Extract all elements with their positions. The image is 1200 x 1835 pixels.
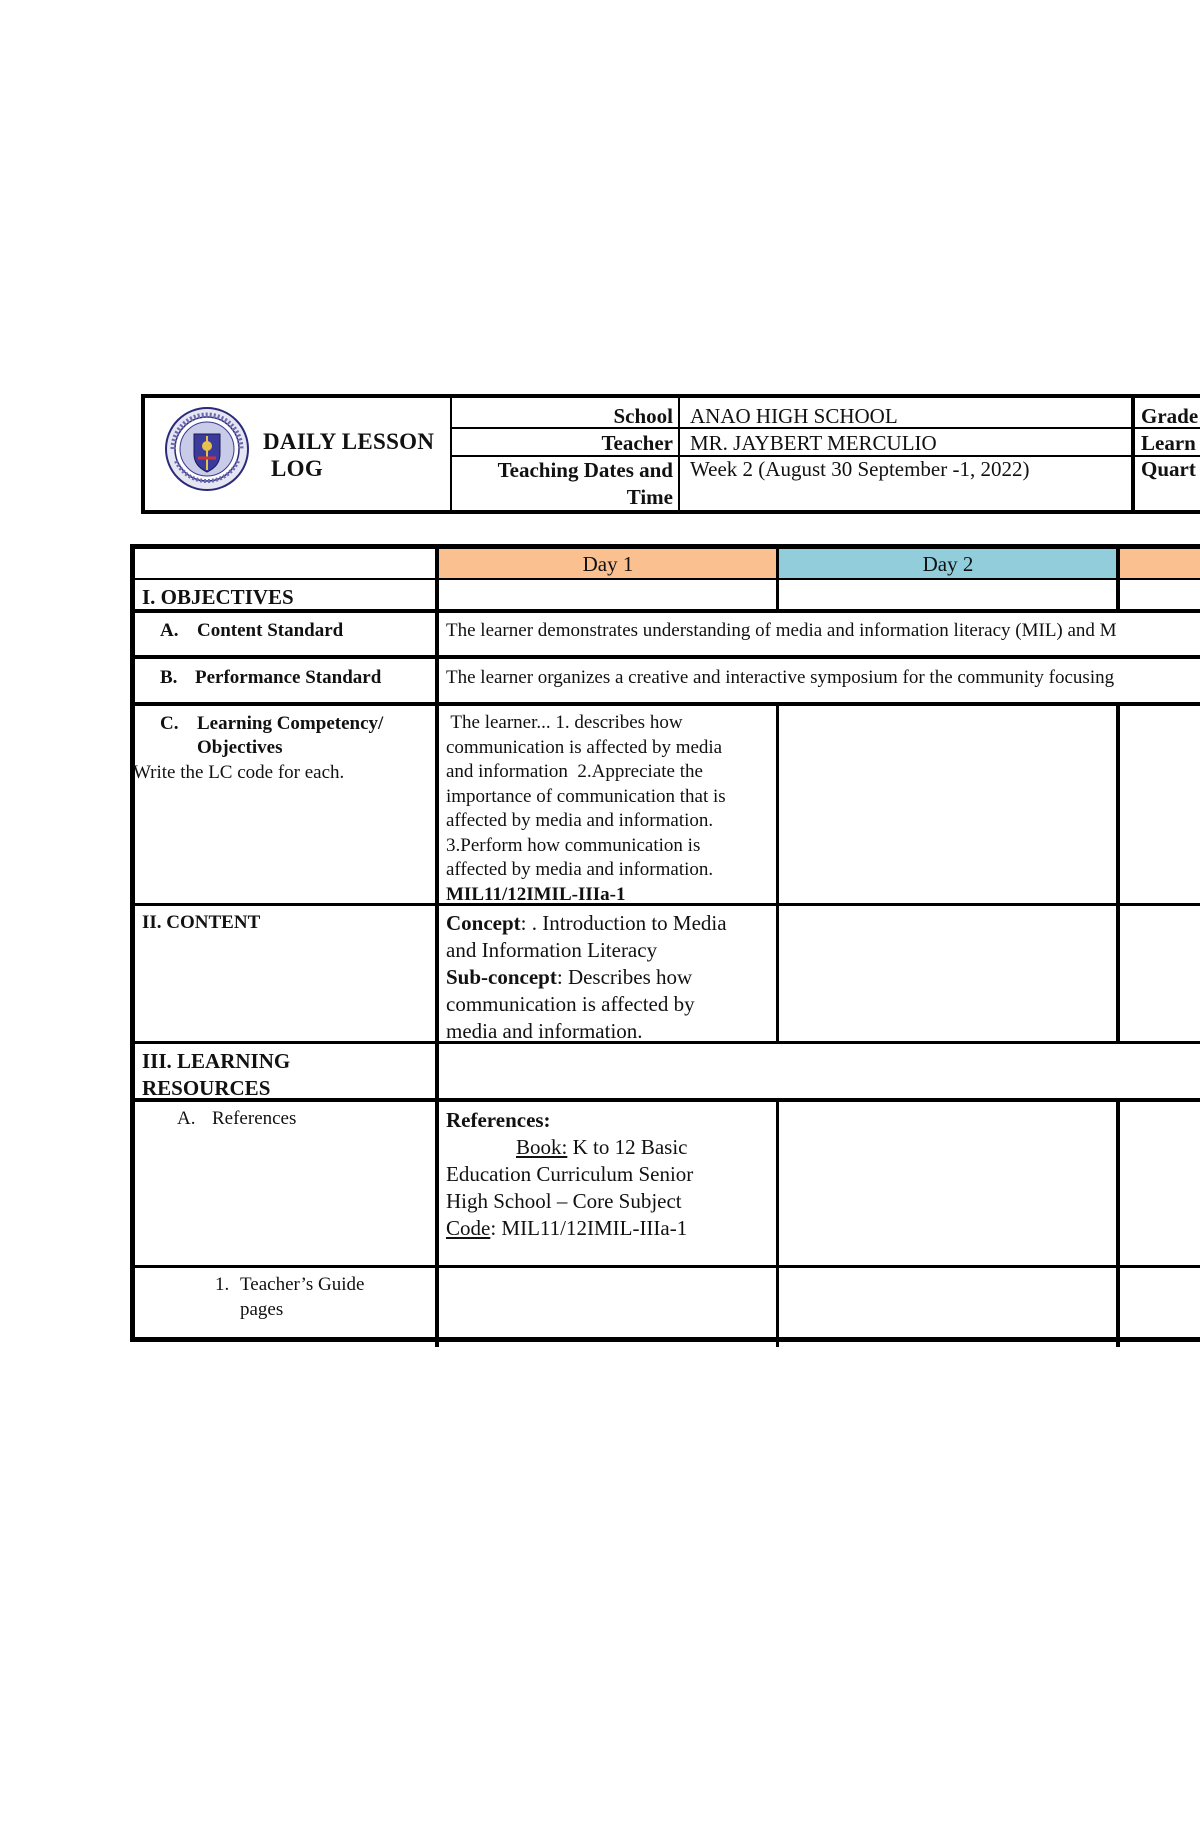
- column-divider: [776, 702, 779, 1044]
- competency-day1-line: affected by media and information.: [446, 810, 714, 831]
- book-text-line2: Education Curriculum Senior: [446, 1162, 694, 1186]
- code-text: : MIL11/12IMIL-IIIa-1: [490, 1216, 688, 1240]
- performance-standard-text: The learner organizes a creative and interactive symposium for the community focusing: [446, 667, 1115, 688]
- references-day1-text: [446, 1107, 776, 1242]
- teaching-dates-label-line1: Teaching Dates and: [497, 458, 673, 482]
- teaching-dates-value: Week 2 (August 30 September -1, 2022): [690, 457, 1030, 481]
- references-title: References: [212, 1108, 297, 1129]
- content-standard-label: A.: [160, 620, 179, 641]
- content-day1-text: [446, 910, 776, 1045]
- objectives-heading: I. OBJECTIVES: [142, 585, 294, 609]
- column-divider: [776, 549, 779, 613]
- concept-label: Concept: [446, 911, 521, 935]
- teaching-dates-label: [455, 457, 673, 511]
- references-label: A.: [177, 1108, 196, 1129]
- row-divider: [135, 578, 1200, 580]
- learning-area-label: Learn: [1141, 431, 1196, 455]
- school-label: School: [613, 404, 673, 428]
- competency-day1-line: 3.Perform how communication is: [446, 834, 701, 856]
- concept-text-line2: and Information Literacy: [446, 938, 658, 962]
- content-heading: II. CONTENT: [142, 912, 261, 933]
- document-title-line2: LOG: [271, 456, 324, 481]
- document-title-line1: DAILY LESSON: [263, 429, 435, 454]
- row-divider: [135, 655, 1200, 659]
- header-divider: [678, 398, 680, 510]
- row-divider: [135, 1098, 1200, 1102]
- learning-resources-heading: [142, 1048, 290, 1102]
- competency-day1-line: and information 2.Appreciate the: [446, 761, 703, 782]
- performance-standard-title: Performance Standard: [195, 667, 382, 688]
- header-divider: [1131, 398, 1135, 510]
- competency-day1-line: importance of communication that is: [446, 785, 726, 807]
- learning-resources-line1: III. LEARNING: [142, 1049, 291, 1073]
- competency-title-line1: Learning Competency/: [197, 713, 384, 734]
- competency-title-line2: Objectives: [197, 737, 283, 758]
- header-divider: [450, 398, 452, 510]
- competency-day1-code: MIL11/12IMIL-IIIa-1: [446, 883, 626, 905]
- teachers-guide-line1: Teacher’s Guide: [240, 1274, 365, 1295]
- day2-header: Day 2: [922, 552, 974, 576]
- header-box: [141, 394, 1200, 514]
- day3-header-fill: [1118, 549, 1200, 579]
- teachers-guide-line2: pages: [240, 1298, 284, 1320]
- subconcept-text-line1: : Describes how: [556, 965, 693, 989]
- book-text-line1: K to 12 Basic: [567, 1135, 688, 1159]
- row-divider: [135, 609, 1200, 613]
- competency-day1-line: The learner... 1. describes how: [446, 712, 683, 733]
- day1-header: Day 1: [582, 552, 634, 576]
- concept-text-line1: : . Introduction to Media: [520, 911, 727, 935]
- teachers-guide-number: 1.: [215, 1274, 230, 1295]
- teacher-label: Teacher: [601, 431, 673, 455]
- references-heading: References:: [446, 1108, 551, 1132]
- deped-seal-icon: [164, 406, 250, 492]
- content-standard-title: Content Standard: [197, 620, 344, 641]
- teachers-guide-label: [240, 1273, 364, 1322]
- learning-resources-line2: RESOURCES: [142, 1076, 271, 1100]
- row-divider: [135, 1265, 1200, 1268]
- column-divider: [1116, 549, 1120, 613]
- code-label: Code: [446, 1216, 491, 1240]
- teaching-dates-label-line2: Time: [626, 485, 673, 509]
- column-divider: [1116, 702, 1120, 1044]
- book-label: Book:: [516, 1135, 568, 1159]
- content-standard-text: The learner demonstrates understanding of media and information literacy (MIL) and M: [446, 620, 1117, 641]
- document-title: [263, 428, 453, 482]
- lesson-table: [130, 544, 1200, 1342]
- subconcept-label: Sub-concept: [446, 965, 557, 989]
- column-divider: [1116, 1098, 1120, 1347]
- teacher-value: MR. JAYBERT MERCULIO: [690, 431, 937, 455]
- subconcept-text-line2: communication is affected by: [446, 992, 695, 1016]
- competency-note: Write the LC code for each.: [133, 762, 345, 783]
- column-divider: [776, 1098, 779, 1347]
- school-value: ANAO HIGH SCHOOL: [690, 404, 898, 428]
- competency-day1-line: affected by media and information.: [446, 859, 714, 880]
- column-divider: [435, 549, 439, 1347]
- subconcept-text-line3: media and information.: [446, 1019, 643, 1043]
- competency-day1-line: communication is affected by media: [446, 736, 723, 758]
- book-text-line3: High School – Core Subject: [446, 1189, 682, 1213]
- competency-day1-text: [446, 711, 776, 907]
- grade-label: Grade: [1141, 404, 1199, 428]
- performance-standard-label: B.: [160, 667, 178, 688]
- quarter-label: Quart: [1141, 457, 1196, 481]
- row-divider: [135, 702, 1200, 706]
- competency-label: C.: [160, 713, 179, 734]
